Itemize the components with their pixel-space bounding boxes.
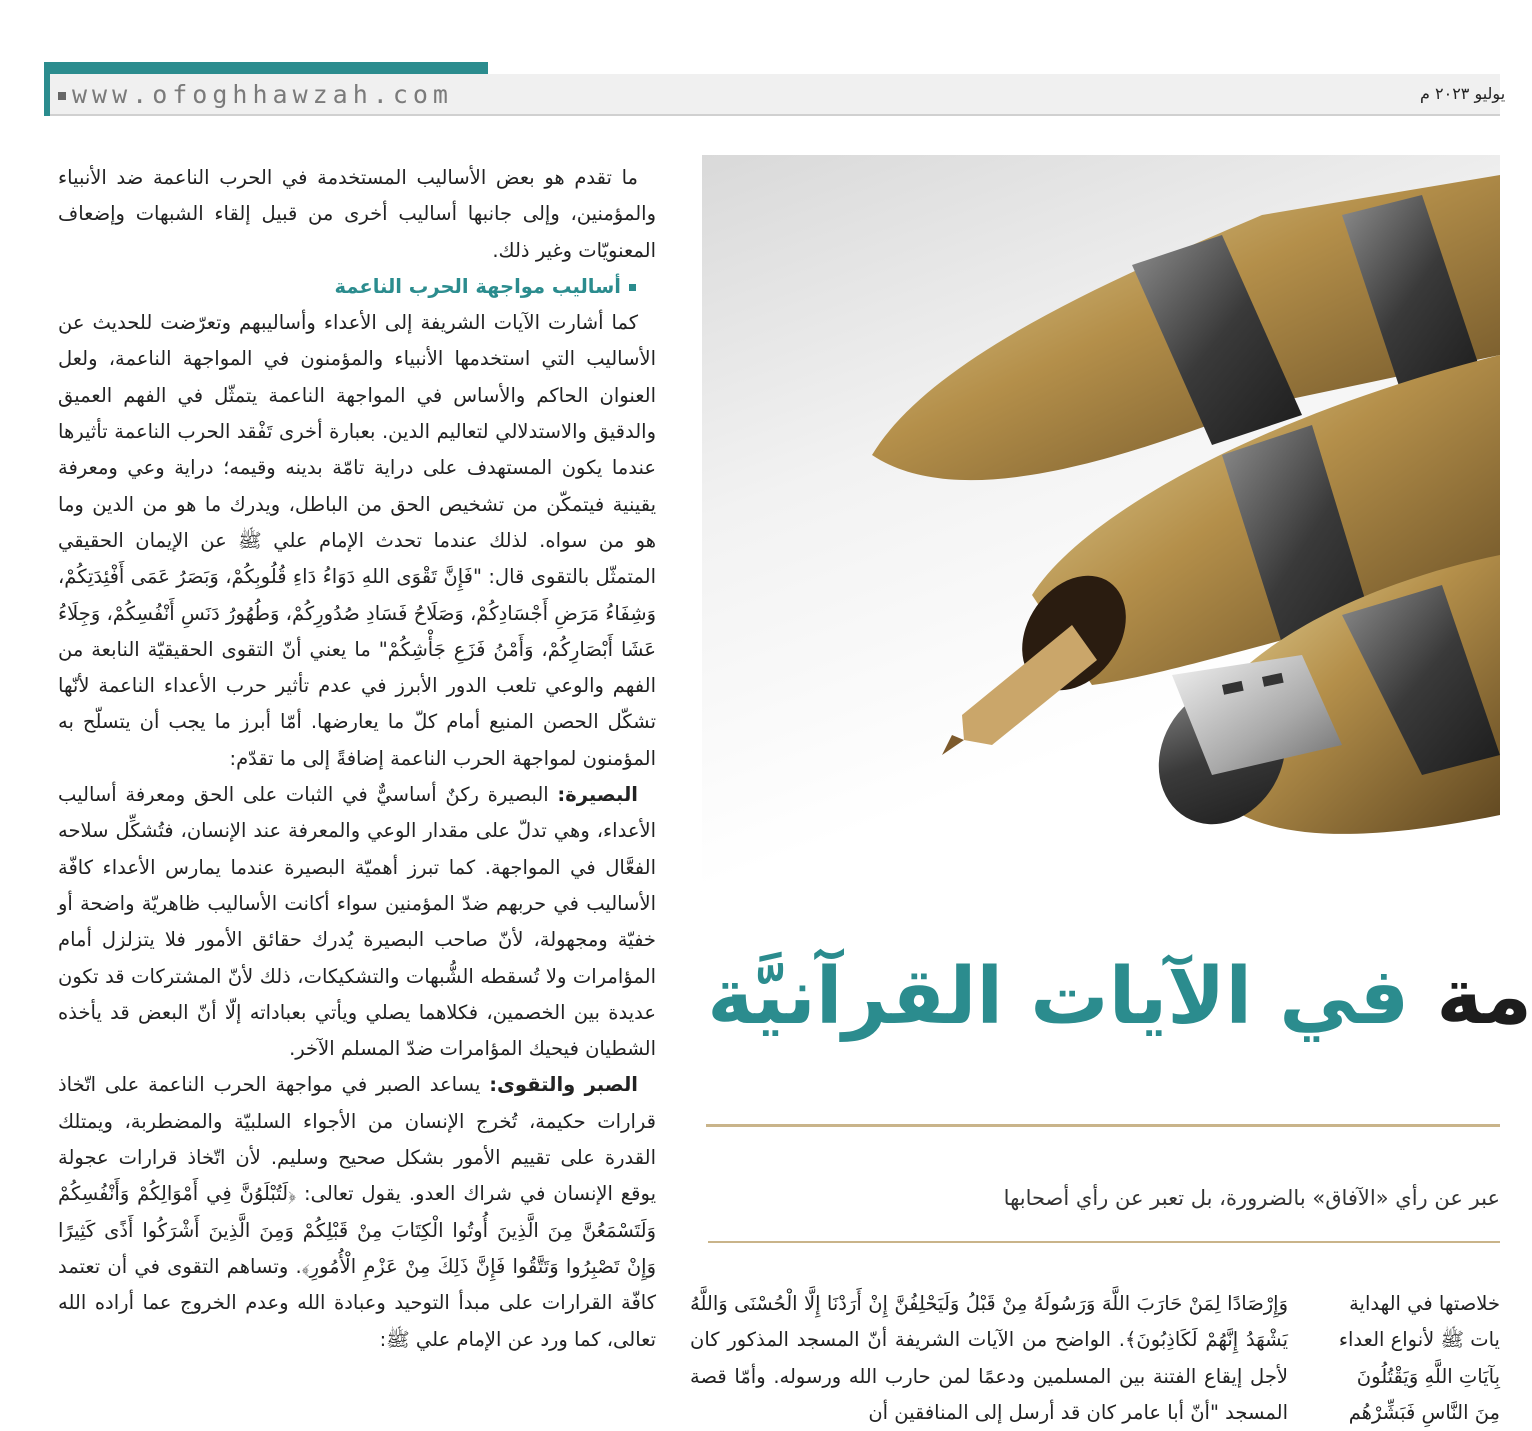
square-bullet-icon <box>629 284 636 291</box>
square-bullet-icon <box>58 92 66 100</box>
issue-date: يوليو ٢٠٢٣ م <box>1420 84 1506 103</box>
section-subheading <box>58 269 656 305</box>
title-teal-part: في الآيات القرآنيَّة <box>707 952 1410 1042</box>
paragraph-body: البصيرة ركنٌ أساسيٌّ في الثبات على الحق ومعرفة أساليب الأعداء، وهي تدلّ على مقدار الوعي والمعرفة عند الإنسان، فتُشكِّل سلاحه الفعَّال في المواجهة. كما تبرز أهميّة البصيرة عندما يمارس الأعداء كافّة الأساليب في حربهم ضدّ المؤمنين سواء أكانت الأساليب ظاهريّة واضحة أو خفيّة ومجهولة، لأنّ صاحب البصيرة يُدرك حقائق الأمور فلا يتزلزل أمام المؤامرات ولا تُسقطه الشُّبهات والتشكيكات، ذلك لأنّ المشتركات قد تكون عديدة بين الخصمين، فكلاهما يصلي ويأتي بعباداته إلّا أنّ البعض قد يأخذه الشطيان فيحيك المؤامرات ضدّ المسلم الآخر. <box>58 783 656 1061</box>
divider-bottom <box>708 1241 1500 1243</box>
divider-top <box>706 1124 1500 1127</box>
left-text-column <box>58 160 656 1358</box>
bullet-pen-usb-icon <box>702 155 1500 915</box>
article-photo <box>702 155 1500 915</box>
paragraph-intro: ما تقدم هو بعض الأساليب المستخدمة في الحرب الناعمة ضد الأنبياء والمؤمنين، وإلى جانبها أساليب أخرى من قبيل إلقاء الشبهات وإضعاف المعنويّات وغير ذلك. <box>58 166 656 262</box>
disclaimer-text: عبر عن رأي «الآفاق» بالضرورة، بل تعبر عن رأي أصحابها <box>1003 1186 1500 1210</box>
subheading-text: أساليب مواجهة الحرب الناعمة <box>334 274 621 298</box>
paragraph-lead: البصيرة: <box>557 783 638 807</box>
paragraph-methods: كما أشارت الآيات الشريفة إلى الأعداء وأساليبهم وتعرّضت للحديث عن الأساليب التي استخدمها الأنبياء والمؤمنون في المواجهة الناعمة، ولعل العنوان الحاكم والأساس في المواجهة الناعمة يتمثّل في الفهم العميق والدقيق والاستدلالي لتعاليم الدين. بعبارة أخرى تَفْقد الحرب الناعمة تأثيرها عندما يكون المستهدف على دراية تامّة بدينه وقيمه؛ دراية وعي ومعرفة يقينية فيتمكّن من تشخيص الحق من الباطل، ويدرك ما هو من الدين وما هو من سواه. لذلك عندما تحدث الإمام علي ﷺ عن الإيمان الحقيقي المتمثّل بالتقوى قال: "فَإِنَّ تَقْوَى اللهِ دَوَاءُ دَاءِ قُلُوبِكُمْ، وَبَصَرُ عَمَى أَفْئِدَتِكُمْ، وَشِفَاءُ مَرَضِ أَجْسَادِكُمْ، وَصَلَاحُ فَسَادِ صُدُورِكُمْ، وَطُهُورُ دَنَسِ أَنْفُسِكُمْ، وَجِلَاءُ عَشَا أَبْصَارِكُمْ، وَأَمْنُ فَزَعِ جَأْشِكُمْ" ما يعني أنّ التقوى الحقيقيّة النابعة من الفهم والوعي تلعب الدور الأبرز في عدم تأثير حرب الأعداء الناعمة لأنّها تشكّل الحصن المنيع أمام كلّ ما يعارضها. أمّا أبرز ما يجب أن يتسلّح به المؤمنون لمواجهة الحرب الناعمة إضافةً إلى ما تقدّم: <box>58 311 656 770</box>
line-item: يات ﷺ لأنواع العداء <box>1338 1328 1500 1352</box>
paragraph-lead: الصبر والتقوى: <box>489 1073 638 1097</box>
article-title <box>707 942 1532 1052</box>
line-item: بِآيَاتِ اللَّهِ وَيَقْتُلُونَ <box>1356 1364 1500 1388</box>
header-accent-bar <box>44 62 488 74</box>
site-url[interactable] <box>58 80 453 109</box>
paragraph-patience <box>58 1067 656 1357</box>
paragraph-mosque: وَإِرْصَادًا لِمَنْ حَارَبَ اللَّهَ وَرَسُولَهُ مِنْ قَبْلُ وَلَيَحْلِفُنَّ إِنْ أَرَدْنَا إِلَّا الْحُسْنَى وَاللَّهُ يَشْهَدُ إِنَّهُمْ لَكَاذِبُونَ﴾. الواضح من الآيات الشريفة أنّ المسجد المذكور كان لأجل إيقاع الفتنة بين المسلمين ودعمًا لمن حارب الله ورسوله. وأمّا قصة المسجد "أنّ أبا عامر كان قد أرسل إلى المنافقين أن <box>690 1292 1288 1424</box>
title-dark-part: مة <box>1436 952 1532 1042</box>
site-url-text[interactable]: www.ofoghhawzah.com <box>72 80 453 109</box>
line-item: مِنَ النَّاسِ فَبَشِّرْهُم <box>1348 1400 1500 1424</box>
line-item: خلاصتها في الهداية <box>1349 1292 1500 1315</box>
paragraph-body: يساعد الصبر في مواجهة الحرب الناعمة على اتّخاذ قرارات حكيمة، تُخرج الإنسان من الأجواء السلبيّة والمضطربة، ويمتلك القدرة على تقييم الأمور بشكل صحيح وسليم. لأن اتّخاذ قرارات عجولة يوقع الإنسان في شراك العدو. يقول تعالى: ﴿لَتُبْلَوُنَّ فِي أَمْوَالِكُمْ وَأَنْفُسِكُمْ وَلَتَسْمَعُنَّ مِنَ الَّذِينَ أُوتُوا الْكِتَابَ مِنْ قَبْلِكُمْ وَمِنَ الَّذِينَ أَشْرَكُوا أَذًى كَثِيرًا وَإِنْ تَصْبِرُوا وَتَتَّقُوا فَإِنَّ ذَلِكَ مِنْ عَزْمِ الْأُمُورِ﴾. وتساهم التقوى في أن تعتمد كافّة القرارات على مبدأ التوحيد وعبادة الله وعدم الخروج عما أراده الله تعالى، كما ورد عن الإمام علي ﷺ: <box>58 1073 656 1351</box>
paragraph-insight <box>58 777 656 1067</box>
middle-text-column <box>690 1286 1288 1431</box>
right-text-column <box>1322 1286 1500 1431</box>
